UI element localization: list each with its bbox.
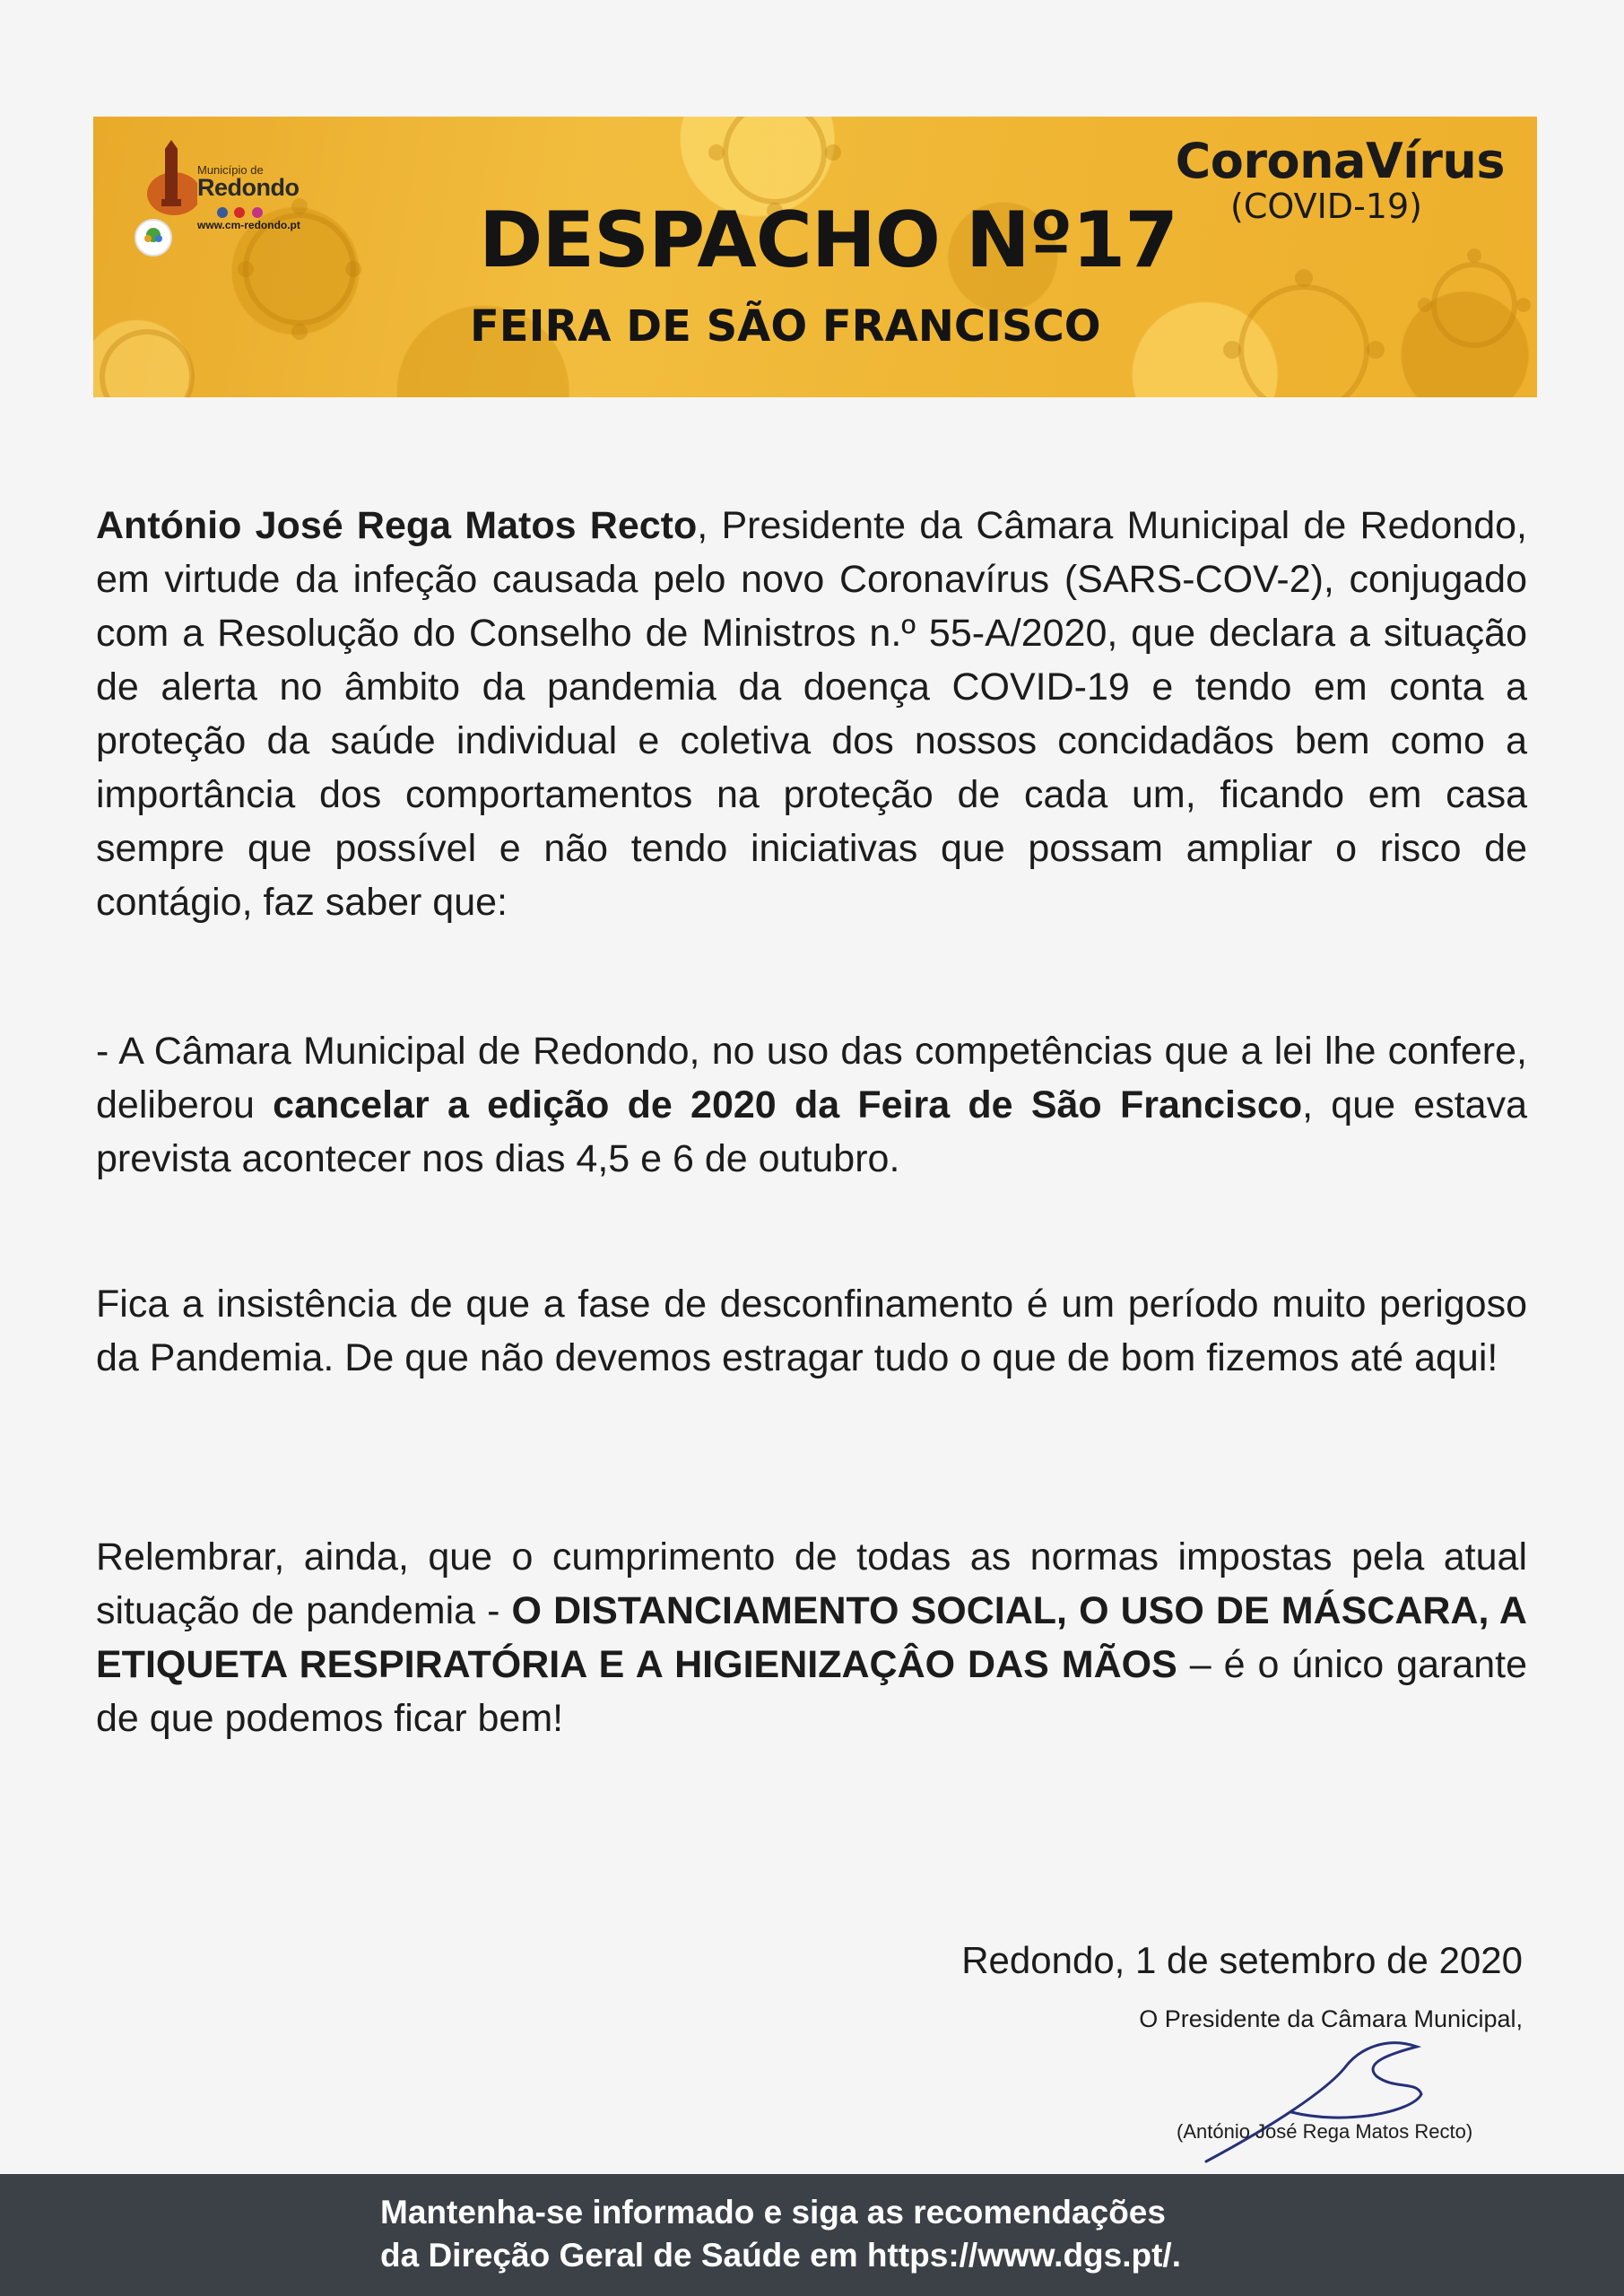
decision-text-before: - A Câmara Municipal de Redondo, no uso das competências que a lei lhe confere, deliberou <box>96 1030 1527 1126</box>
facebook-icon[interactable] <box>217 207 228 218</box>
reminder-text-before: Relembrar, ainda, que o cumprimento de todas as normas impostas pela atual situação de pandemia - <box>96 1535 1527 1632</box>
signatory-role: O Presidente da Câmara Municipal, <box>1139 2005 1523 2032</box>
covid-subtitle: (COVID-19) <box>1230 187 1422 226</box>
coronavirus-title: CoronaVírus <box>1175 133 1505 189</box>
paragraph-reminder <box>96 1530 1527 1745</box>
logo-name: Redondo <box>197 174 300 201</box>
page-title: DESPACHO Nº17 <box>479 196 1178 285</box>
header-banner <box>93 117 1537 397</box>
badge-icon <box>135 219 172 257</box>
footer-bar <box>0 2174 1624 2296</box>
footer-line-1: Mantenha-se informado e siga as recomendações <box>380 2194 1166 2231</box>
instagram-icon[interactable] <box>252 207 263 218</box>
document-date: Redondo, 1 de setembro de 2020 <box>961 1939 1523 1981</box>
footer-line-2[interactable]: da Direção Geral de Saúde em https://www.dgs.pt/. <box>380 2237 1181 2274</box>
paragraph-intro <box>96 499 1527 929</box>
decision-text-after: , que estava prevista acontecer nos dias 4,5 e 6 de outubro. <box>96 1083 1527 1180</box>
logo-url[interactable]: www.cm-redondo.pt <box>197 219 300 231</box>
paragraph-decision <box>96 1024 1527 1186</box>
reminder-highlight: O DISTANCIAMENTO SOCIAL, O USO DE MÁSCARA, A ETIQUETA RESPIRATÓRIA E A HIGIENIZAÇÂO DAS MÃOS <box>96 1589 1527 1686</box>
page-subtitle: FEIRA DE SÃO FRANCISCO <box>470 301 1101 352</box>
youtube-icon[interactable] <box>234 207 245 218</box>
municipality-logo[interactable] <box>135 140 314 248</box>
signatory-name: (António José Rega Matos Recto) <box>1177 2120 1473 2143</box>
decision-highlight: cancelar a edição de 2020 da Feira de São Francisco <box>273 1083 1303 1126</box>
signature-icon <box>1193 2027 1462 2170</box>
reminder-text-after: – é o único garante de que podemos ficar bem! <box>96 1643 1527 1740</box>
intro-text: , Presidente da Câmara Municipal de Redondo, em virtude da infeção causada pelo novo Coronavírus (SARS-COV-2), conjugado com a Resolução do Conselho de Ministros n.º 55-A/2020, que declara a situação de alerta no âmbito da pandemia da doença COVID-19 e tendo em conta a proteção da saúde individual e coletiva dos nossos concidadãos bem como a importância dos comportamentos na proteção de cada um, ficando em casa sempre que possível e não tendo iniciativas que possam ampliar o risco de contágio, faz saber que: <box>96 504 1527 924</box>
paragraph-warning: Fica a insistência de que a fase de desconfinamento é um período muito perigoso da Pandemia. De que não devemos estragar tudo o que de bom fizemos até aqui! <box>96 1283 1527 1379</box>
logo-municipality-label: Município de <box>197 163 264 177</box>
president-name: António José Rega Matos Recto <box>96 504 698 547</box>
